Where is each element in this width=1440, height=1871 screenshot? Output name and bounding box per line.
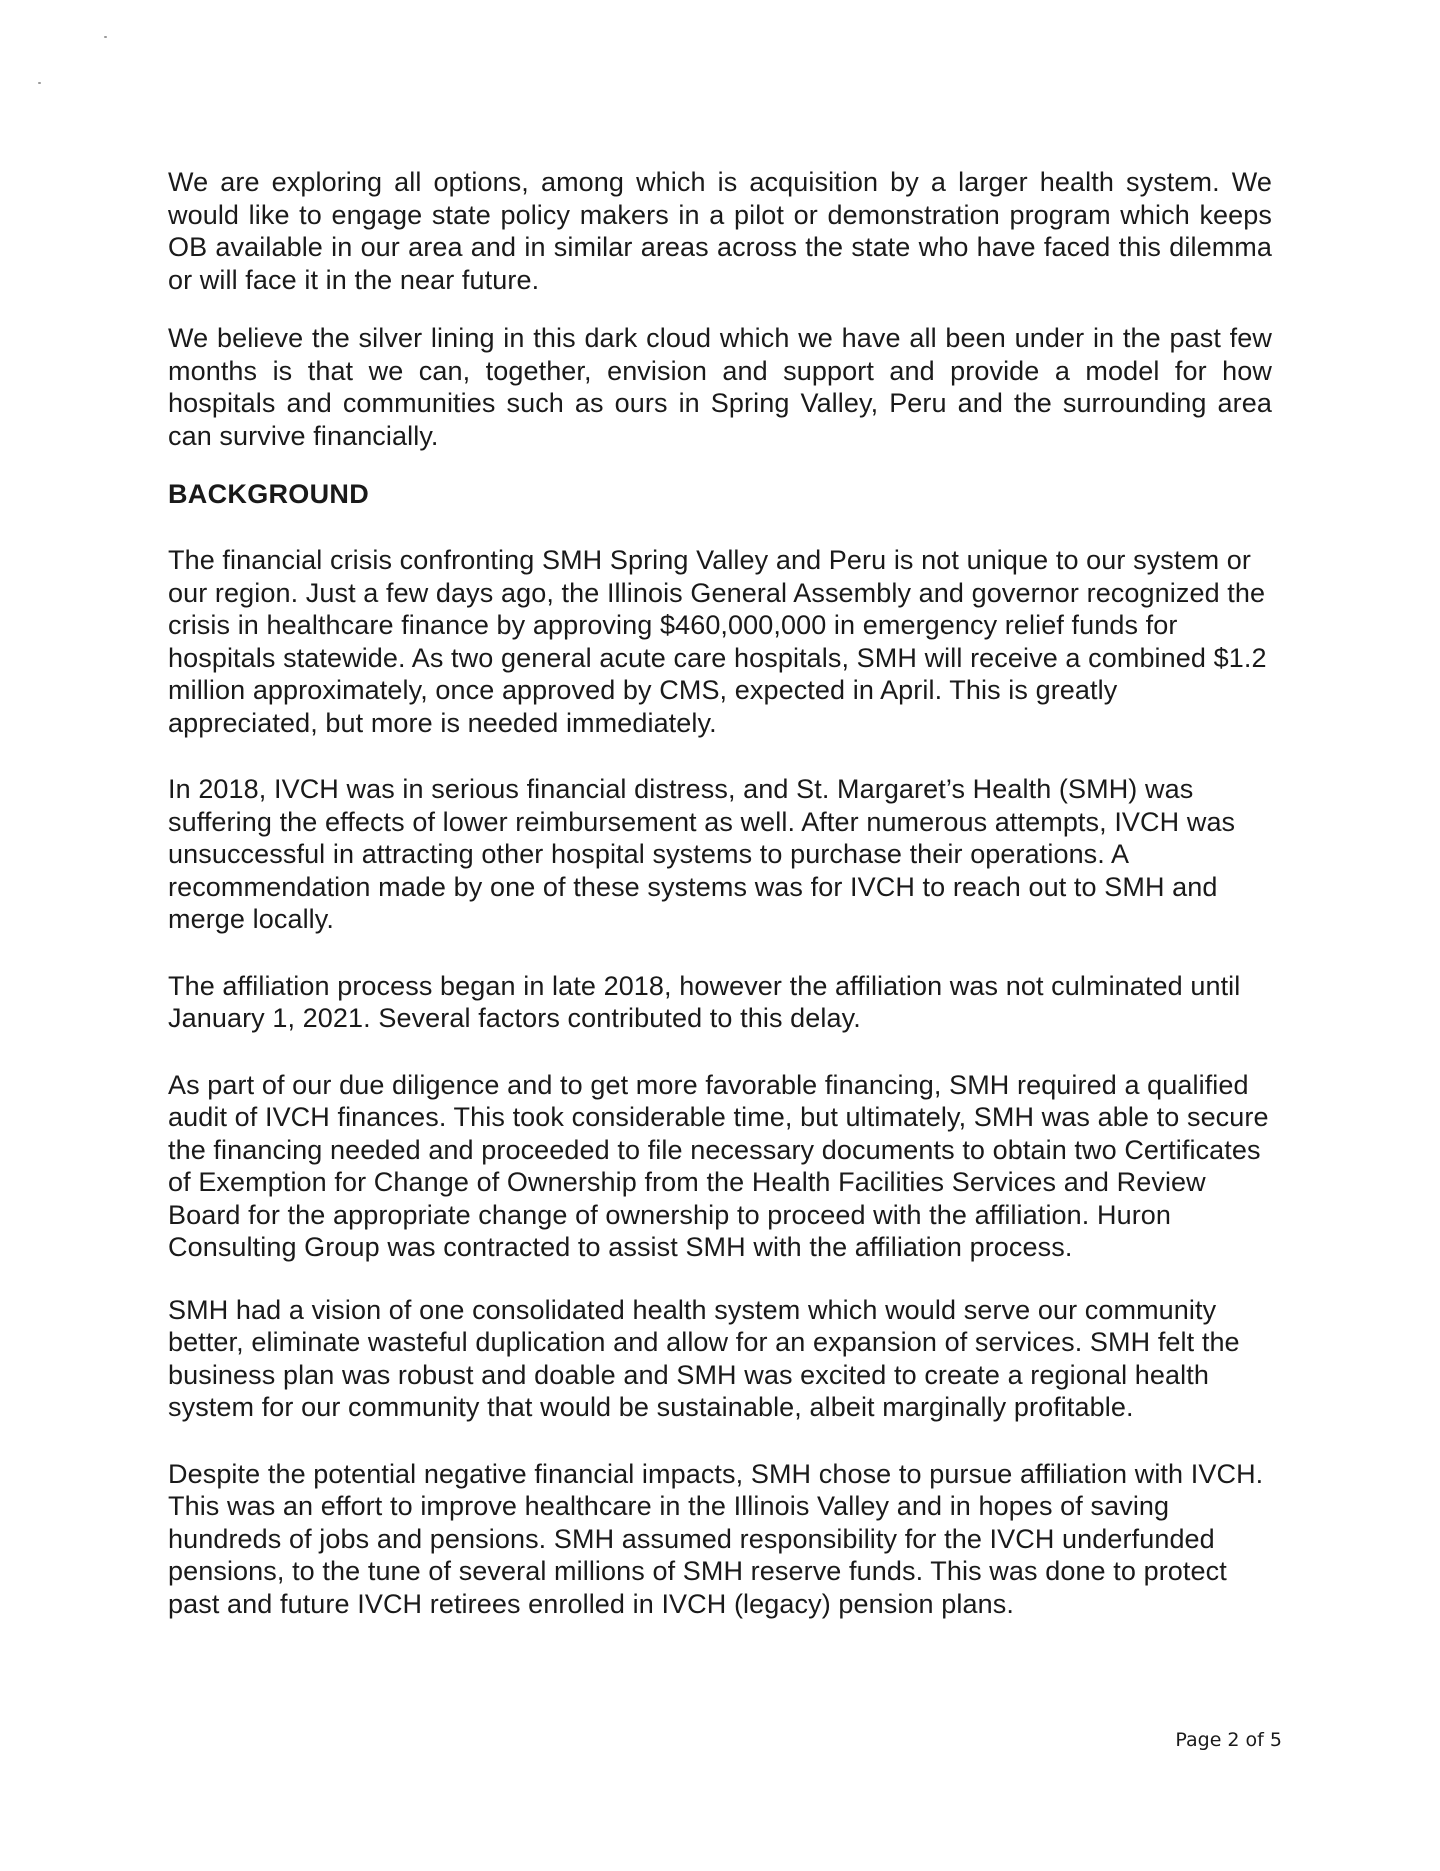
document-body bbox=[168, 166, 1272, 1620]
scan-speck bbox=[38, 82, 41, 84]
page-number: Page 2 of 5 bbox=[1175, 1729, 1282, 1751]
background-paragraph-due-diligence: As part of our due diligence and to get more favorable financing, SMH required a qualified audit of IVCH finances. This took considerable time, but ultimately, SMH was able to secure the financing needed and proceeded to file necessary documents to obtain two Certificates of Exemption for Change of Ownership from the Health Facilities Services and Review Board for the appropriate change of ownership to proceed with the affiliation. Huron Consulting Group was contracted to assist SMH with the affiliation process. bbox=[168, 1069, 1269, 1262]
scan-speck bbox=[104, 36, 107, 38]
section-heading-background: BACKGROUND bbox=[168, 479, 369, 509]
background-paragraph-financial-crisis: The financial crisis confronting SMH Spring Valley and Peru is not unique to our system or our region. Just a few days ago, the Illinois General Assembly and governor recognized the crisis in healthcare finance by approving $460,000,000 in emergency relief funds for hospitals statewide. As two general acute care hospitals, SMH will receive a combined $1.2 million approximately, once approved by CMS, expected in April. This is greatly appreciated, but more is needed immediately. bbox=[168, 545, 1267, 738]
intro-paragraph-silver-lining: We believe the silver lining in this dark cloud which we have all been under in the past few months is that we can, together, envision and support and provide a model for how hospitals and communities such as ours in Spring Valley, Peru and the surrounding area can survive financially. bbox=[168, 323, 1272, 451]
background-paragraph-affiliation-process: The affiliation process began in late 2018, however the affiliation was not culminated until January 1, 2021. Several factors contributed to this delay. bbox=[168, 970, 1241, 1033]
background-paragraph-2018-distress: In 2018, IVCH was in serious financial distress, and St. Margaret’s Health (SMH) was suffering the effects of lower reimbursement as well. After numerous attempts, IVCH was unsuccessful in attracting other hospital systems to purchase their operations. A recommendation made by one of these systems was for IVCH to reach out to SMH and merge locally. bbox=[168, 774, 1236, 934]
background-paragraph-pensions: Despite the potential negative financial impacts, SMH chose to pursue affiliation with IVCH. This was an effort to improve healthcare in the Illinois Valley and in hopes of saving hundreds of jobs and pensions. SMH assumed responsibility for the IVCH underfunded pensions, to the tune of several millions of SMH reserve funds. This was done to protect past and future IVCH retirees enrolled in IVCH (legacy) pension plans. bbox=[168, 1458, 1264, 1619]
intro-paragraph-options: We are exploring all options, among which is acquisition by a larger health system. We would like to engage state policy makers in a pilot or demonstration program which keeps OB available in our area and in similar areas across the state who have faced this dilemma or will face it in the near future. bbox=[168, 167, 1272, 295]
background-paragraph-vision: SMH had a vision of one consolidated health system which would serve our community better, eliminate wasteful duplication and allow for an expansion of services. SMH felt the business plan was robust and doable and SMH was excited to create a regional health system for our community that would be sustainable, albeit marginally profitable. bbox=[168, 1294, 1240, 1422]
